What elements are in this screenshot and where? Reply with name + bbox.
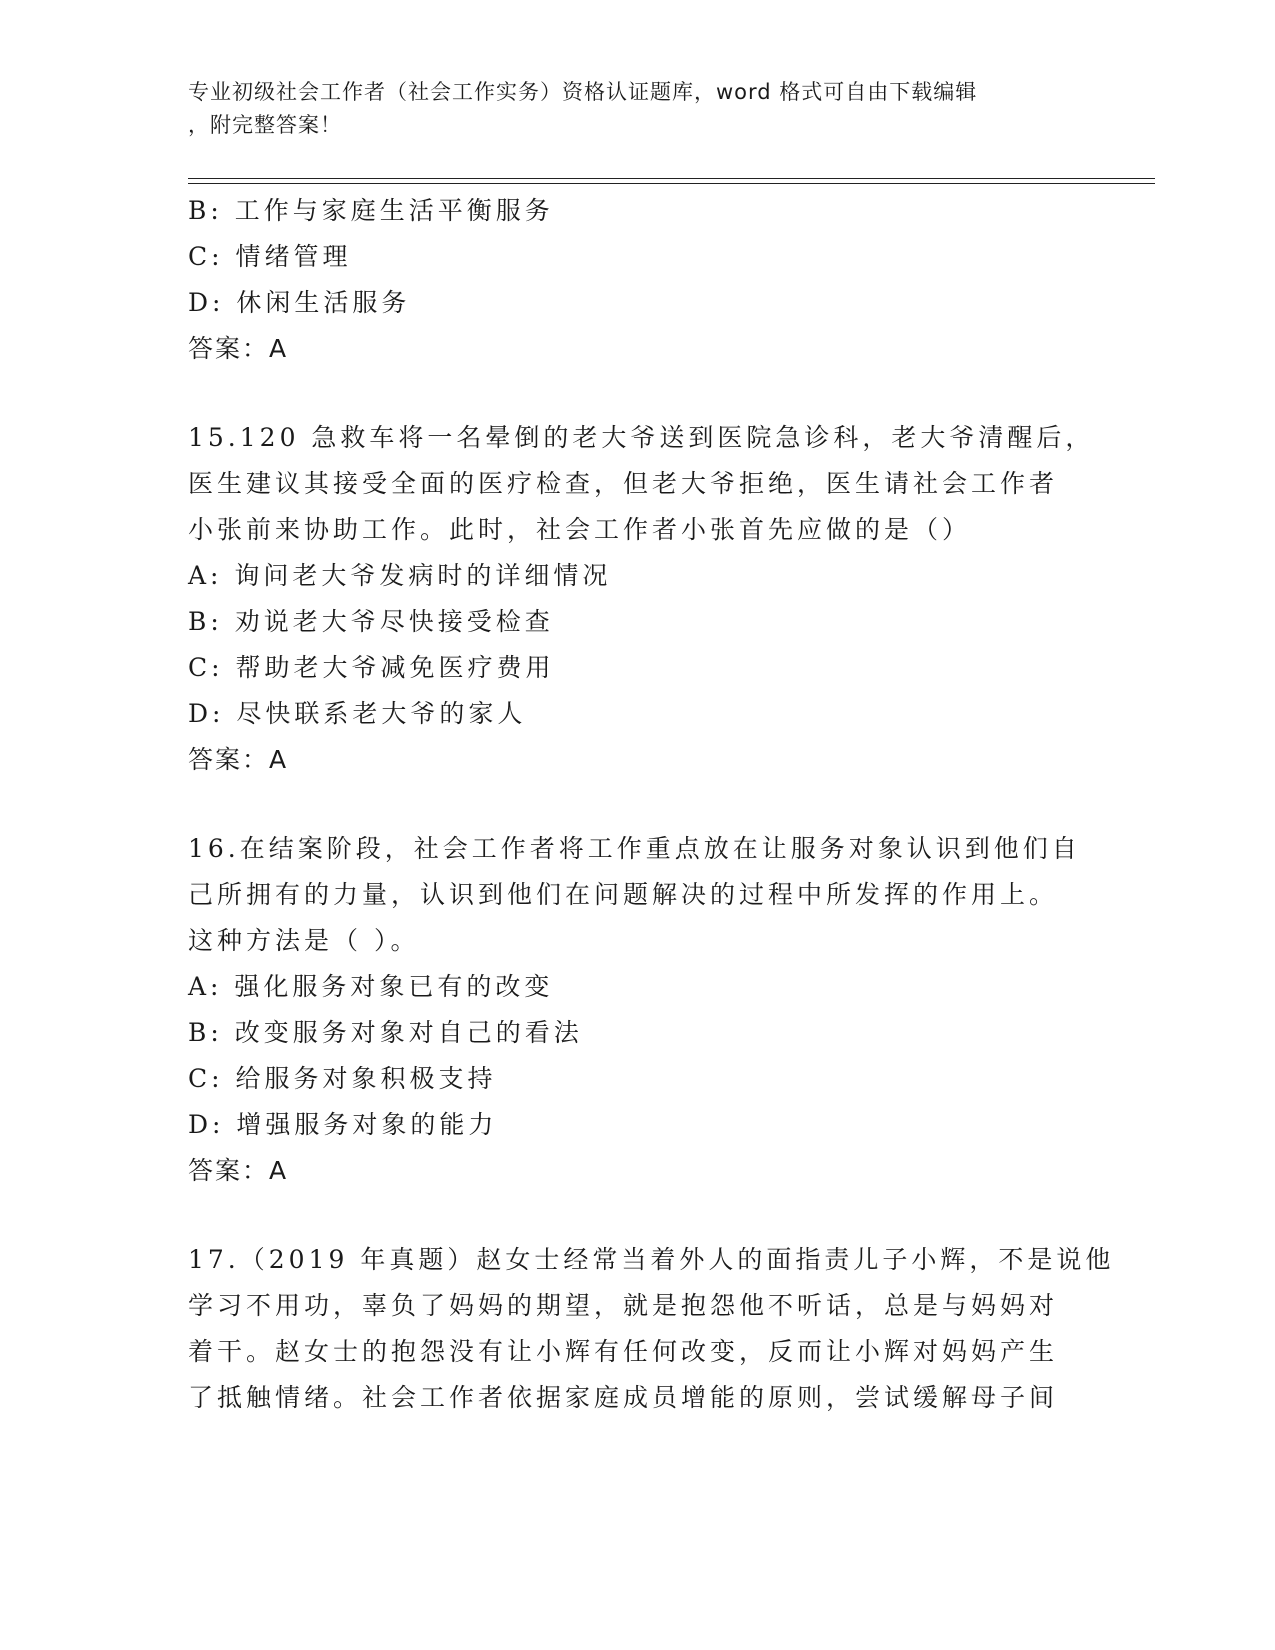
header-divider-top bbox=[188, 178, 1155, 179]
question-gap bbox=[188, 783, 1088, 826]
page-header bbox=[188, 76, 1068, 142]
header-title-line-2: ，附完整答案！ bbox=[188, 113, 342, 137]
question-stem-line: 16.在结案阶段，社会工作者将工作重点放在让服务对象认识到他们自 bbox=[188, 834, 1081, 863]
question-stem-line: 医生建议其接受全面的医疗检查，但老大爷拒绝，医生请社会工作者 bbox=[188, 469, 1059, 498]
option-line: C: 情绪管理 bbox=[188, 242, 352, 271]
header-divider-bottom bbox=[188, 183, 1155, 184]
question-gap bbox=[188, 372, 1088, 415]
answer-line: 答案：A bbox=[188, 1156, 289, 1185]
option-line: B: 劝说老大爷尽快接受检查 bbox=[188, 607, 554, 636]
question-stem-line: 17.（2019 年真题）赵女士经常当着外人的面指责儿子小辉，不是说他 bbox=[188, 1245, 1115, 1274]
question-14-continued bbox=[188, 188, 1088, 372]
answer-line: 答案：A bbox=[188, 745, 289, 774]
option-line: C: 帮助老大爷减免医疗费用 bbox=[188, 653, 555, 682]
option-line: B: 工作与家庭生活平衡服务 bbox=[188, 196, 554, 225]
question-stem-line: 己所拥有的力量，认识到他们在问题解决的过程中所发挥的作用上。 bbox=[188, 880, 1059, 909]
answer-line: 答案：A bbox=[188, 334, 289, 363]
option-line: D: 尽快联系老大爷的家人 bbox=[188, 699, 527, 728]
option-line: D: 增强服务对象的能力 bbox=[188, 1110, 498, 1139]
option-line: A: 强化服务对象已有的改变 bbox=[188, 972, 554, 1001]
question-stem-line: 小张前来协助工作。此时，社会工作者小张首先应做的是（） bbox=[188, 515, 972, 544]
option-line: A: 询问老大爷发病时的详细情况 bbox=[188, 561, 612, 590]
question-gap bbox=[188, 1194, 1088, 1237]
question-16 bbox=[188, 826, 1088, 1194]
question-15 bbox=[188, 415, 1095, 783]
question-17 bbox=[188, 1237, 1115, 1421]
question-stem-line: 着干。赵女士的抱怨没有让小辉有任何改变，反而让小辉对妈妈产生 bbox=[188, 1337, 1059, 1366]
question-content bbox=[188, 188, 1115, 1421]
option-line: C: 给服务对象积极支持 bbox=[188, 1064, 497, 1093]
question-stem-line: 了抵触情绪。社会工作者依据家庭成员增能的原则，尝试缓解母子间 bbox=[188, 1383, 1059, 1412]
question-stem-line: 这种方法是（ ）。 bbox=[188, 926, 420, 955]
question-stem-line: 学习不用功，辜负了妈妈的期望，就是抱怨他不听话，总是与妈妈对 bbox=[188, 1291, 1059, 1320]
option-line: D: 休闲生活服务 bbox=[188, 288, 411, 317]
question-stem-line: 15.120 急救车将一名晕倒的老大爷送到医院急诊科，老大爷清醒后， bbox=[188, 423, 1095, 452]
header-title-line-1: 专业初级社会工作者（社会工作实务）资格认证题库，word 格式可自由下载编辑 bbox=[188, 80, 978, 104]
option-line: B: 改变服务对象对自己的看法 bbox=[188, 1018, 583, 1047]
